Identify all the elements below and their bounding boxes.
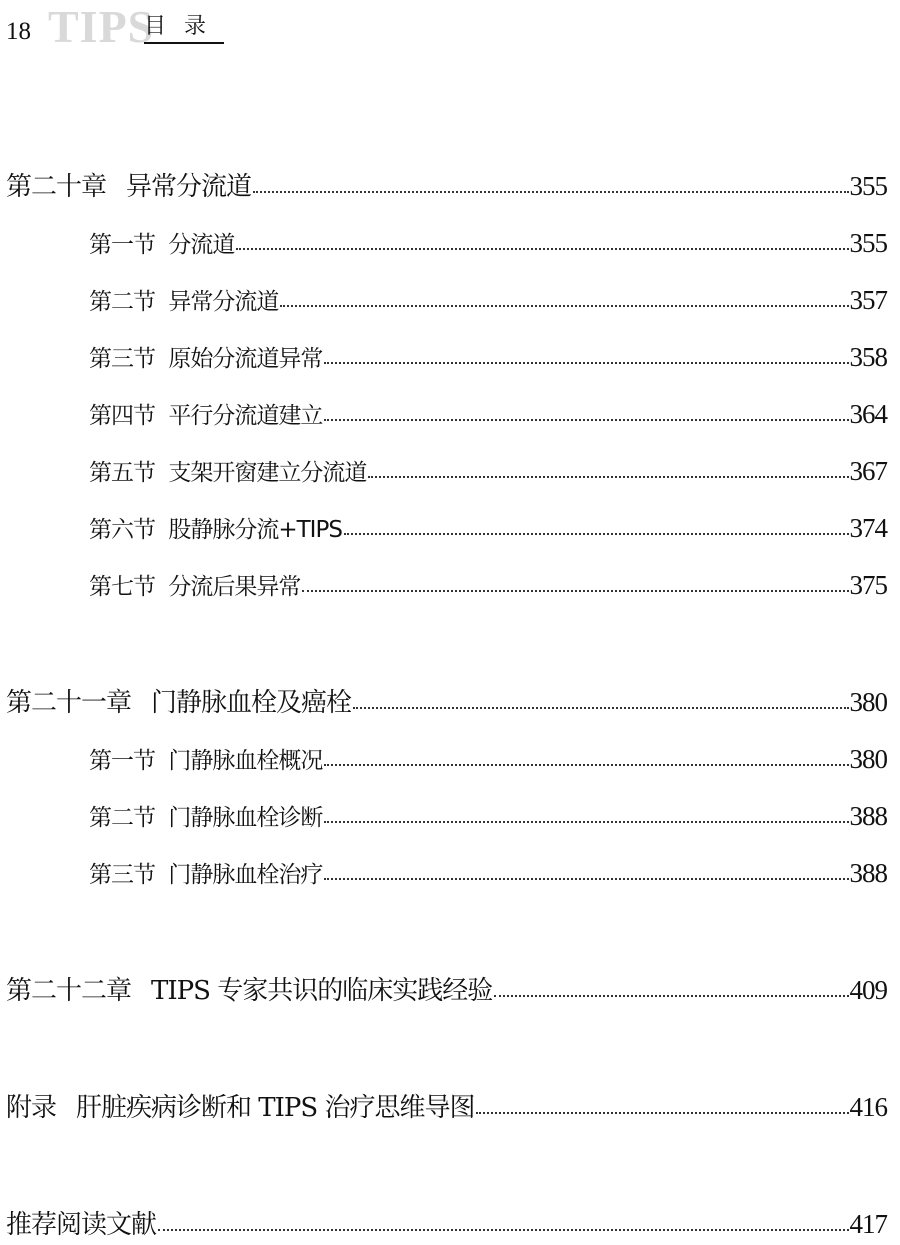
dot-leader (158, 1229, 848, 1231)
toc-entry-label (0, 348, 322, 371)
dot-leader (368, 476, 848, 478)
dot-leader (236, 248, 848, 250)
dot-leader (324, 821, 848, 823)
section-title: 目录 (144, 14, 224, 44)
toc-entry-title: 门静脉血栓概况 (168, 748, 323, 774)
dot-leader (302, 590, 848, 592)
toc-page-number: 417 (849, 1209, 887, 1239)
toc-page-number: 380 (849, 687, 887, 717)
toc-entry-label (0, 291, 278, 314)
toc-entry-title: 支架开窗建立分流道 (168, 460, 367, 486)
toc-entry-number: 第二十一章 (6, 688, 132, 718)
dot-leader (280, 305, 848, 307)
toc-entry-number: 第一节 (89, 748, 155, 774)
toc-entry-number: 第二节 (89, 805, 155, 831)
toc-section-row[interactable] (0, 445, 887, 485)
toc-entry-title: 门静脉血栓治疗 (168, 862, 323, 888)
toc-page-number: 374 (849, 513, 887, 543)
toc-entry-label (0, 864, 322, 887)
toc-entry-label (0, 807, 322, 830)
toc-entry-number: 第三节 (89, 862, 155, 888)
toc-appendix-row[interactable] (0, 1081, 887, 1121)
toc-page-number: 358 (849, 342, 887, 372)
toc-entry-title: 门静脉血栓诊断 (168, 805, 323, 831)
toc-entry-number: 第三节 (89, 346, 155, 372)
toc-entry-label (0, 978, 492, 1004)
toc-section-row[interactable] (0, 847, 887, 887)
toc-page-number: 388 (849, 858, 887, 888)
toc-entry-title: 分流后果异常 (168, 574, 301, 600)
toc-section-row[interactable] (0, 388, 887, 428)
toc-page-number: 355 (849, 171, 887, 201)
toc-entry-number: 附录 (6, 1093, 57, 1123)
toc-entry-number: 第六节 (89, 517, 155, 543)
toc-section-row[interactable] (0, 733, 887, 773)
toc-entry-label (0, 174, 251, 200)
dot-leader (476, 1112, 848, 1114)
dot-leader (324, 419, 848, 421)
toc-page-number: 409 (849, 975, 887, 1005)
toc-references-row[interactable] (0, 1198, 887, 1238)
toc-entry-label (0, 519, 342, 542)
brand-watermark: TIPS (48, 1, 155, 52)
running-header (6, 1, 406, 52)
toc-page-number: 357 (849, 285, 887, 315)
toc-section-row[interactable] (0, 790, 887, 830)
dot-leader (253, 191, 848, 193)
toc-page-number: 388 (849, 801, 887, 831)
toc-page-number: 380 (849, 744, 887, 774)
page-number: 18 (6, 18, 31, 45)
dot-leader (324, 362, 848, 364)
toc-entry-number: 第一节 (89, 232, 155, 258)
toc-entry-label (0, 690, 351, 716)
toc-entry-title: 推荐阅读文献 (6, 1210, 157, 1240)
toc-section-row[interactable] (0, 559, 887, 599)
toc-entry-number: 第二节 (89, 289, 155, 315)
dot-leader (494, 995, 848, 997)
toc-entry-number: 第二十二章 (6, 976, 132, 1006)
toc-entry-title: 股静脉分流+TIPS (168, 517, 342, 543)
toc-chapter-row[interactable] (0, 964, 887, 1004)
toc-entry-label (0, 405, 322, 428)
toc-section-row[interactable] (0, 502, 887, 542)
toc-entry-title: 原始分流道异常 (168, 346, 323, 372)
toc-entry-title: 肝脏疾病诊断和 TIPS 治疗思维导图 (76, 1093, 475, 1123)
toc-page-number: 416 (849, 1092, 887, 1122)
toc-page-number: 367 (849, 456, 887, 486)
dot-leader (324, 764, 848, 766)
toc-entry-title: TIPS 专家共识的临床实践经验 (151, 976, 493, 1006)
toc-chapter-row[interactable] (0, 676, 887, 716)
dot-leader (344, 533, 849, 535)
toc-page-number: 375 (849, 570, 887, 600)
toc-page-number: 355 (849, 228, 887, 258)
toc-entry-title: 平行分流道建立 (168, 403, 323, 429)
toc-entry-title: 异常分流道 (168, 289, 279, 315)
toc-entry-label (0, 462, 366, 485)
toc-entry-number: 第二十章 (6, 172, 107, 202)
toc-entry-number: 第五节 (89, 460, 155, 486)
toc-entry-title: 门静脉血栓及癌栓 (151, 688, 352, 718)
toc-entry-number: 第四节 (89, 403, 155, 429)
toc-entry-title: 异常分流道 (126, 172, 252, 202)
toc-entry-label (0, 750, 322, 773)
toc-entry-label (0, 1095, 474, 1121)
toc-section-row[interactable] (0, 217, 887, 257)
toc-entry-label (0, 576, 300, 599)
toc-entry-label (0, 234, 234, 257)
toc-section-row[interactable] (0, 274, 887, 314)
dot-leader (353, 707, 848, 709)
dot-leader (324, 878, 848, 880)
toc-section-row[interactable] (0, 331, 887, 371)
toc-chapter-row[interactable] (0, 160, 887, 200)
toc-entry-label (0, 1212, 156, 1238)
toc-page-number: 364 (849, 399, 887, 429)
toc-entry-title: 分流道 (168, 232, 235, 258)
toc-entry-number: 第七节 (89, 574, 155, 600)
